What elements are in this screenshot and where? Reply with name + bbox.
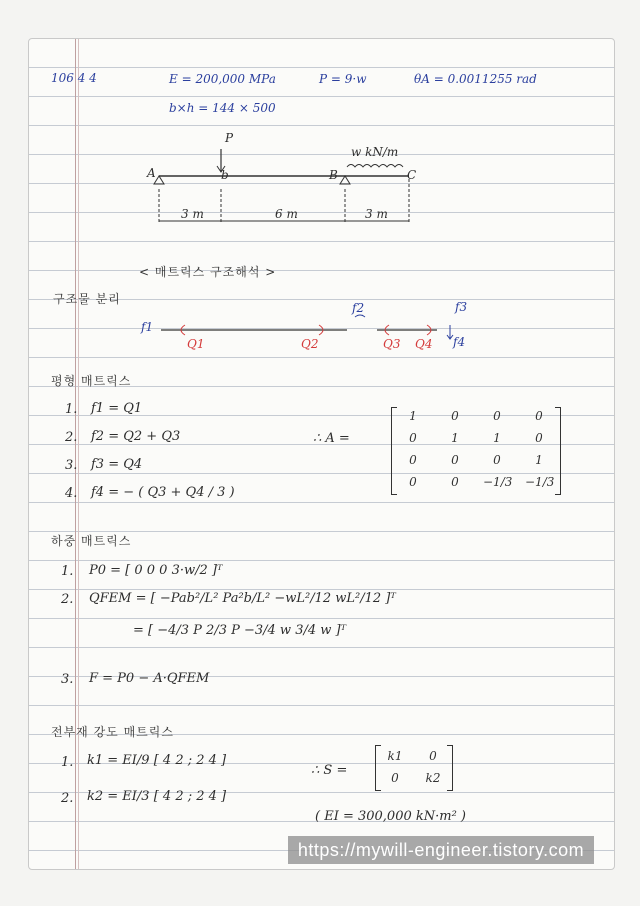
load-2-number: 2.: [61, 592, 74, 607]
a-cell: 0: [409, 453, 417, 467]
load-w-label: w kN/m: [351, 145, 399, 159]
distributed-load-icon: [347, 165, 403, 168]
a-cell: −1/3: [483, 475, 513, 489]
eq-2-number: 2.: [65, 430, 78, 445]
eq-1: f1 = Q1: [91, 401, 143, 416]
a-cell: 0: [535, 409, 543, 423]
a-matrix: [391, 407, 561, 495]
eq-4-number: 4.: [65, 486, 78, 501]
load-2b: = [ −4/3 P 2/3 P −3/4 w 3/4 w ]ᵀ: [133, 623, 347, 638]
eq-3-number: 3.: [65, 458, 78, 473]
eq-4: f4 = − ( Q3 + Q4 / 3 ): [91, 485, 235, 500]
s-cell: 0: [391, 771, 399, 785]
load-1-number: 1.: [61, 564, 74, 579]
a-cell: 0: [535, 431, 543, 445]
a-cell: 0: [409, 431, 417, 445]
a-cell: 0: [493, 453, 501, 467]
load-2: QFEM = [ −Pab²/L² Pa²b/L² −wL²/12 wL²/12 ]ᵀ: [89, 591, 396, 606]
a-cell: 1: [535, 453, 543, 467]
load-p-label: P: [225, 131, 234, 145]
load-relation: P = 9·w: [319, 72, 367, 86]
stiff-2: k2 = EI/3 [ 4 2 ; 2 4 ]: [87, 789, 227, 804]
a-cell: −1/3: [525, 475, 555, 489]
load-matrix-heading: 하중 매트릭스: [51, 534, 132, 548]
modulus-value: E = 200,000 MPa: [169, 72, 276, 86]
stiff-2-number: 2.: [61, 791, 74, 806]
s-matrix: [375, 745, 453, 791]
notebook-page: [28, 38, 615, 870]
f3-label: f3: [455, 300, 468, 314]
s-cell: k1: [387, 749, 403, 763]
stiff-1-number: 1.: [61, 755, 74, 770]
span-3-label: 3 m: [365, 207, 388, 221]
f4-label: f4: [453, 335, 466, 349]
eq-3: f3 = Q4: [91, 457, 143, 472]
node-c-label: C: [407, 168, 417, 182]
watermark: https://mywill-engineer.tistory.com: [288, 836, 594, 864]
section-size: b×h = 144 × 500: [169, 101, 276, 115]
a-cell: 0: [451, 475, 459, 489]
ei-note: ( EI = 300,000 kN·m² ): [315, 809, 467, 824]
eq-2: f2 = Q2 + Q3: [91, 429, 181, 444]
eq-1-number: 1.: [65, 402, 78, 417]
a-cell: 1: [451, 431, 459, 445]
span-2-label: 6 m: [275, 207, 298, 221]
s-cell: k2: [425, 771, 441, 785]
stiffness-heading: 전부재 강도 매트릭스: [51, 725, 174, 739]
s-matrix-label: ∴ S =: [311, 763, 348, 778]
q3-label: Q3: [383, 337, 401, 351]
rotation-value: θA = 0.0011255 rad: [414, 72, 537, 86]
stiff-1: k1 = EI/9 [ 4 2 ; 2 4 ]: [87, 753, 227, 768]
node-a-label: A: [147, 166, 156, 180]
load-3: F = P0 − A·QFEM: [89, 671, 210, 686]
q2-label: Q2: [301, 337, 319, 351]
a-cell: 1: [493, 431, 501, 445]
decomposition-heading: 구조물 분리: [53, 292, 121, 306]
q4-label: Q4: [415, 337, 433, 351]
matrix-analysis-heading: < 매트릭스 구조해석 >: [139, 265, 277, 279]
a-cell: 0: [451, 453, 459, 467]
f2-rotation-icon: [355, 315, 365, 317]
load-3-number: 3.: [61, 672, 74, 687]
a-matrix-label: ∴ A =: [313, 431, 350, 446]
a-cell: 0: [451, 409, 459, 423]
a-cell: 0: [409, 475, 417, 489]
s-cell: 0: [429, 749, 437, 763]
problem-number: 106 4 4: [51, 71, 97, 85]
node-b-label: b: [221, 168, 229, 182]
node-bb-label: B: [329, 168, 338, 182]
f2-label: f2: [352, 301, 365, 315]
f1-label: f1: [141, 320, 154, 334]
equilibrium-heading: 평형 매트릭스: [51, 374, 132, 388]
q1-label: Q1: [187, 337, 205, 351]
a-cell: 0: [493, 409, 501, 423]
load-1: P0 = [ 0 0 0 3·w/2 ]ᵀ: [89, 563, 223, 578]
support-b-icon: [340, 176, 350, 184]
a-cell: 1: [409, 409, 417, 423]
span-1-label: 3 m: [181, 207, 204, 221]
